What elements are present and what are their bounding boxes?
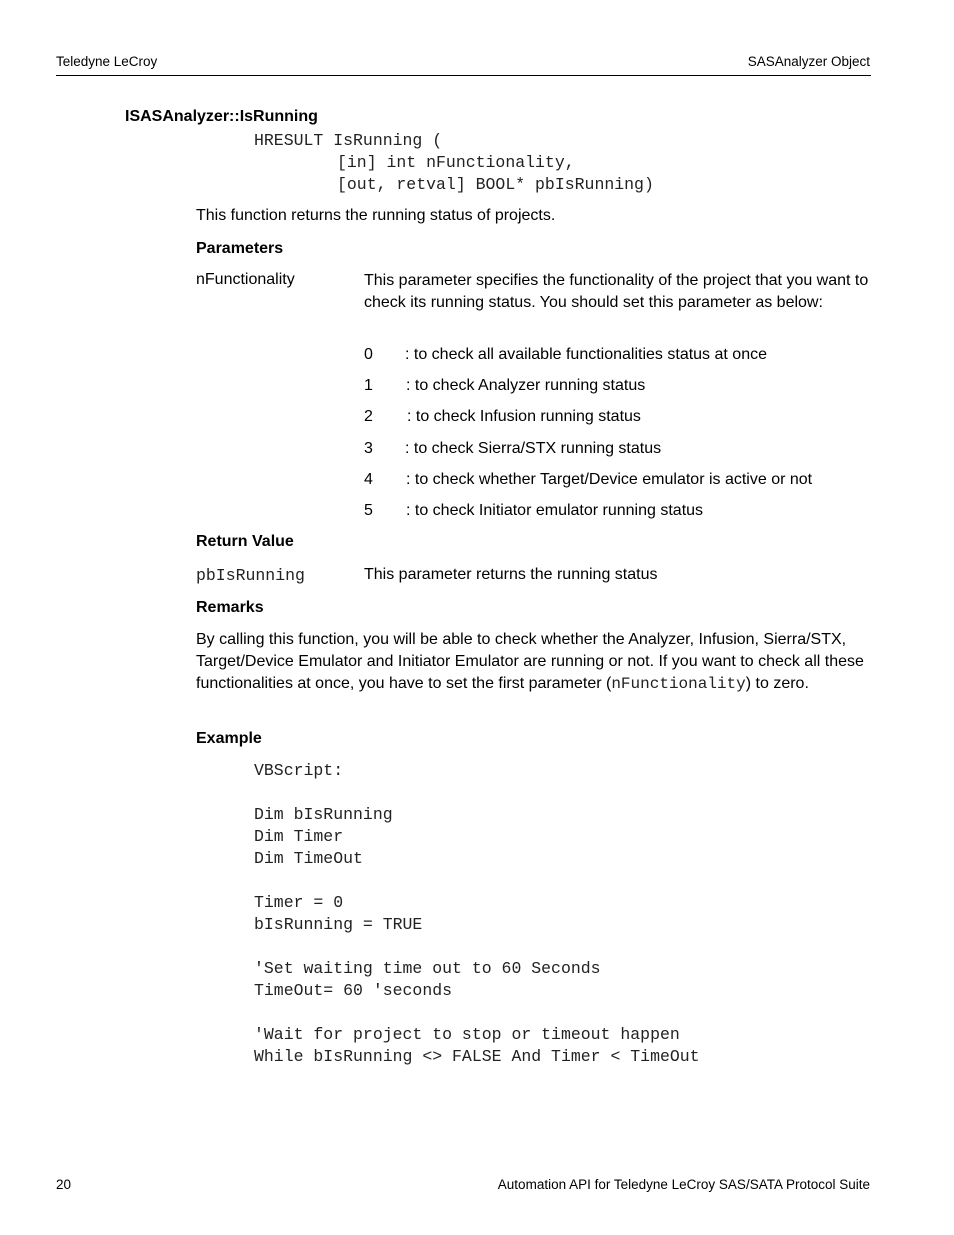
example-heading: Example bbox=[196, 730, 262, 747]
footer-title: Automation API for Teledyne LeCroy SAS/SATA Protocol Suite bbox=[497, 1177, 870, 1192]
parameter-description: This parameter specifies the functionality of the project that you want to check its running status. You should set this parameter as below: bbox=[364, 272, 869, 311]
option-text: : to check Analyzer running status bbox=[406, 377, 646, 394]
signature-line: [in] int nFunctionality, bbox=[337, 153, 575, 172]
remarks-text-after: ) to zero. bbox=[745, 675, 809, 692]
remarks-inline-code: nFunctionality bbox=[611, 675, 746, 693]
return-value-description: This parameter returns the running status bbox=[364, 566, 658, 583]
remarks-text bbox=[196, 629, 876, 695]
option-text: : to check all available functionalities status at once bbox=[405, 346, 767, 363]
return-value-heading: Return Value bbox=[196, 533, 294, 550]
option-text: : to check Initiator emulator running status bbox=[406, 502, 704, 519]
function-description: This function returns the running status of projects. bbox=[196, 207, 556, 224]
option-value: 3 bbox=[364, 440, 373, 457]
section-title: ISASAnalyzer::IsRunning bbox=[125, 108, 318, 125]
option-value: 0 bbox=[364, 346, 373, 363]
parameter-name: nFunctionality bbox=[196, 271, 295, 288]
header-left: Teledyne LeCroy bbox=[56, 54, 158, 69]
option-value: 2 bbox=[364, 408, 373, 425]
header-rule bbox=[56, 75, 871, 76]
example-code: VBScript: Dim bIsRunning Dim Timer Dim TimeOut Timer = 0 bIsRunning = TRUE 'Set waiting time out to 60 Seconds TimeOut= 60 'seconds 'Wait for project to stop or timeout happen While bIsRunning <> FALSE And Timer < TimeOut bbox=[254, 761, 700, 1066]
option-text: : to check Infusion running status bbox=[407, 408, 641, 425]
option-text: : to check Sierra/STX running status bbox=[405, 440, 662, 457]
return-value-name: pbIsRunning bbox=[196, 566, 305, 585]
signature-line: HRESULT IsRunning ( bbox=[254, 131, 443, 150]
parameters-heading: Parameters bbox=[196, 240, 284, 257]
remarks-heading: Remarks bbox=[196, 599, 264, 616]
footer-page-number: 20 bbox=[56, 1177, 72, 1192]
remarks-text-before: By calling this function, you will be able to check whether the Analyzer, Infusion, Sierra/STX, Target/Device Emulator and Initiator Emulator are running or not. If you want to check all these functionalities at once, you have to set the first parameter ( bbox=[196, 631, 864, 692]
option-value: 4 bbox=[364, 471, 373, 488]
header-right: SASAnalyzer Object bbox=[747, 54, 870, 69]
option-text: : to check whether Target/Device emulator is active or not bbox=[406, 471, 813, 488]
signature-line: [out, retval] BOOL* pbIsRunning) bbox=[337, 175, 654, 194]
option-value: 5 bbox=[364, 502, 373, 519]
option-value: 1 bbox=[364, 377, 373, 394]
